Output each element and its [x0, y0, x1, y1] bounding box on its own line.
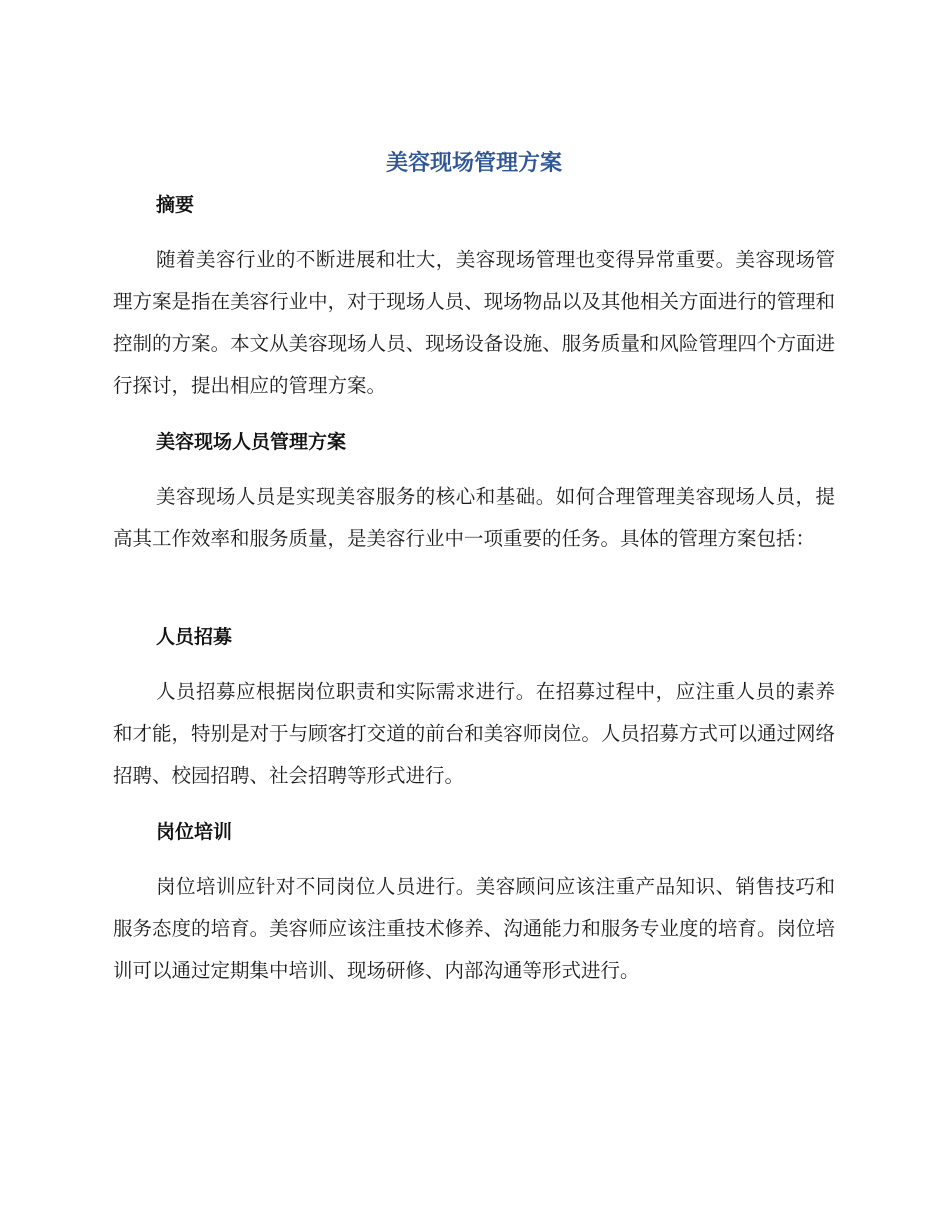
section-heading-recruitment: 人员招募 [156, 626, 233, 648]
section-heading-abstract: 摘要 [156, 194, 195, 216]
section-heading-staff-management: 美容现场人员管理方案 [156, 431, 347, 453]
section-heading-training: 岗位培训 [156, 821, 233, 843]
section-body-staff-management: 美容现场人员是实现美容服务的核心和基础。如何合理管理美容现场人员，提高其工作效率和服务质量，是美容行业中一项重要的任务。具体的管理方案包括： [113, 485, 835, 550]
document-title: 美容现场管理方案 [385, 151, 562, 176]
section-body-training: 岗位培训应针对不同岗位人员进行。美容顾问应该注重产品知识、销售技巧和服务态度的培育。美容师应该注重技术修养、沟通能力和服务专业度的培育。岗位培训可以通过定期集中培训、现场研修、内部沟通等形式进行。 [113, 875, 835, 982]
section-body-recruitment: 人员招募应根据岗位职责和实际需求进行。在招募过程中，应注重人员的素养和才能，特别是对于与顾客打交道的前台和美容师岗位。人员招募方式可以通过网络招聘、校园招聘、社会招聘等形式进行。 [113, 680, 835, 787]
section-body-abstract: 随着美容行业的不断进展和壮大，美容现场管理也变得异常重要。美容现场管理方案是指在美容行业中，对于现场人员、现场物品以及其他相关方面进行的管理和控制的方案。本文从美容现场人员、现场设备设施、服务质量和风险管理四个方面进行探讨，提出相应的管理方案。 [113, 248, 835, 397]
